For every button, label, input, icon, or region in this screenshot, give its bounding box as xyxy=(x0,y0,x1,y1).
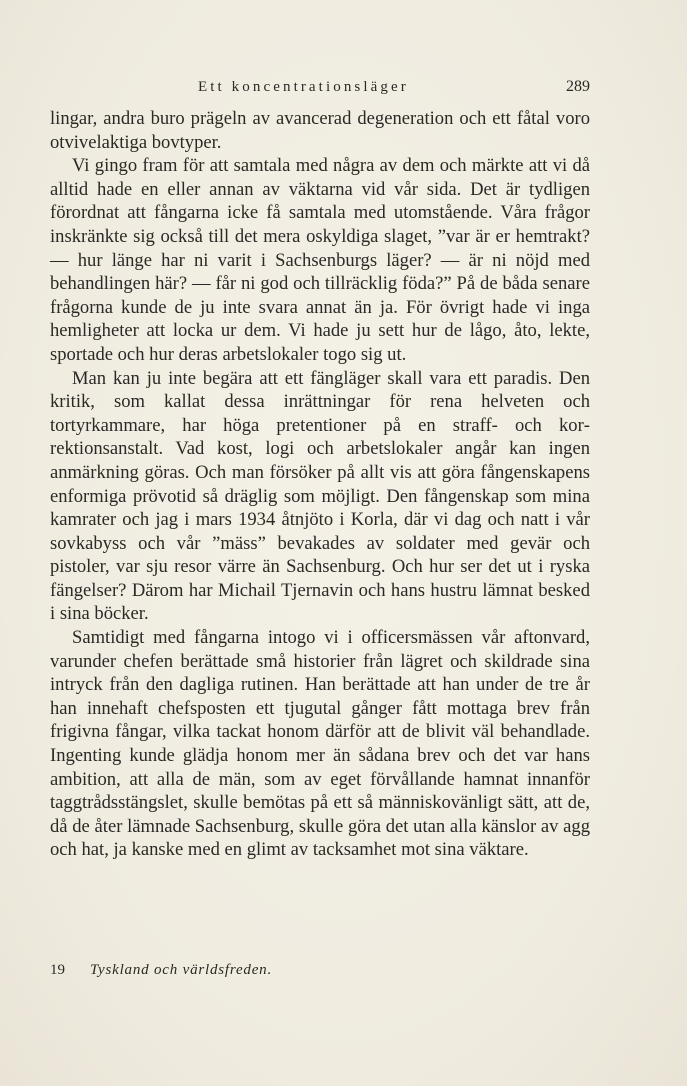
page-number: 289 xyxy=(566,78,590,95)
signature-mark: 19 xyxy=(50,962,65,978)
paragraph: Vi gingo fram för att samtala med några av dem och märkte att vi då alltid hade en eller annan av väktarna vid vår sida. Det är tydligen förordnat att fångarna icke få samtala med utomstående. Våra frågor inskränkte sig också till det mera oskyldiga slaget, ”var är er hemtrakt? — hur länge har ni varit i Sachsenburgs läger? — är ni nöjd med behandlingen här? — får ni god och tillräcklig föda?” På de båda senare frågorna kunde de ju inte svara annat än ja. För övrigt hade vi inga hemligheter att locka ur dem. Vi hade ju sett hur de lågo, åto, lekte, sportade och hur deras arbetslokaler togo sig ut. xyxy=(50,155,590,365)
paragraph-continued: lingar, andra buro prägeln av avancerad degeneration och ett fåtal voro otvivelaktiga bovtyper. xyxy=(50,108,590,153)
signature-title: Tyskland och världsfreden. xyxy=(90,962,273,978)
running-head-title: Ett koncentrationsläger xyxy=(198,79,409,95)
body-text xyxy=(50,107,590,862)
signature-line xyxy=(50,959,590,981)
running-head xyxy=(50,76,590,98)
paragraph: Man kan ju inte begära att ett fängläger skall vara ett paradis. Den kritik, som kallat dessa inrättningar för rena helveten och tortyrkammare, har höga pretentioner på en straff- och korrektionsanstalt. Vad kost, logi och arbetslokaler angår kan ingen anmärkning göras. Och man försöker på allt vis att göra fångenskapens enformiga prövotid så dräglig som möjligt. Den fångenskap som mina kamrater och jag i mars 1934 åtnjöto i Korla, där vi dag och natt i vår sovkabyss och vår ”mäss” bevakades av soldater med gevär och pistoler, var sju resor värre än Sachsenburg. Och hur ser det ut i ryska fängelser? Därom har Michail Tjernavin och hans hustru lämnat besked i sina böcker. xyxy=(50,367,590,625)
paragraph: Samtidigt med fångarna intogo vi i officersmässen vår aftonvard, varunder chefen berättade små historier från lägret och skildrade sina intryck från den dagliga rutinen. Han berättade att han under de tre år han innehaft chefsposten ett tjugutal gånger fått mottaga brev från frigivna fångar, vilka tackat honom därför att de blivit väl behandlade. Ingenting kunde glädja honom mer än sådana brev och det var hans ambition, att alla de män, som av eget förvållande hamnat innanför taggtrådsstängslet, skulle bemötas på ett så människovänligt sätt, att de, då de åter lämnade Sachsenburg, skulle göra det utan alla känslor av agg och hat, ja kanske med en glimt av tacksamhet mot sina väktare. xyxy=(50,627,590,861)
